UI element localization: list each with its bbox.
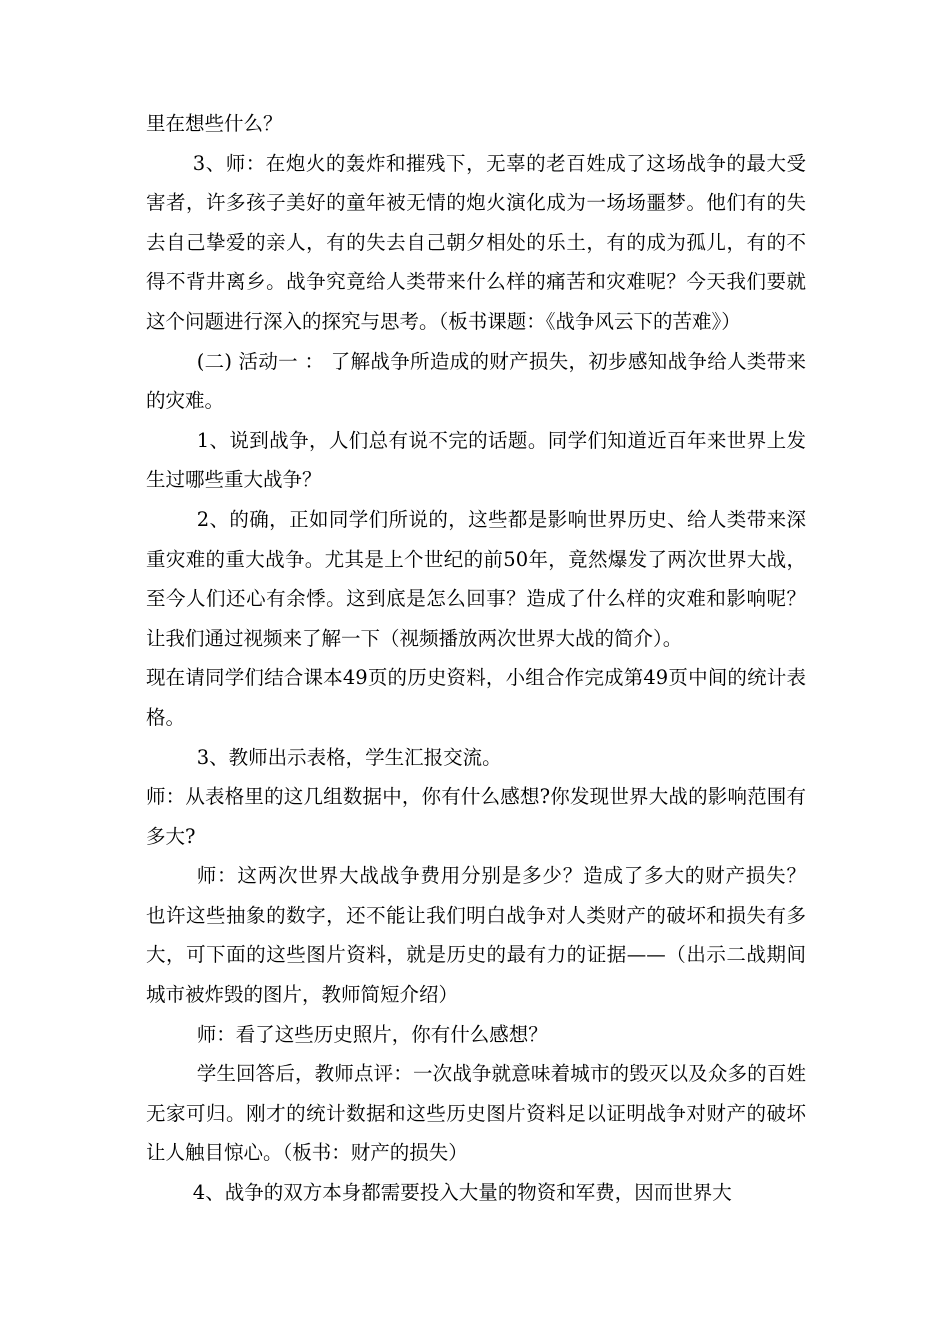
paragraph-11: 学生回答后，教师点评：一次战争就意味着城市的毁灭以及众多的百姓无家可归。刚才的统计数据和这些历史图片资料足以证明战争对财产的破坏让人触目惊心。（板书：财产的损失） [146,1062,806,1165]
paragraph-4: 1、说到战争，人们总有说不完的话题。同学们知道近百年来世界上发生过哪些重大战争？ [146,428,806,492]
paragraph-12: 4、战争的双方本身都需要投入大量的物资和军费，因而世界大 [192,1181,732,1205]
paragraph-5: 2、的确，正如同学们所说的，这些都是影响世界历史、给人类带来深重灾难的重大战争。尤其是上个世纪的前50年，竟然爆发了两次世界大战，至今人们还心有余悸。这到底是怎么回事？造成了什么样的灾难和影响呢？让我们通过视频来了解一下（视频播放两次世界大战的简介）。 [146,507,806,650]
paragraph-3: (二) 活动一 ： 了解战争所造成的财产损失，初步感知战争给人类带来的灾难。 [146,349,806,413]
paragraph-1: 里在想些什么？ [146,112,283,135]
paragraph-7: 3、教师出示表格，学生汇报交流。 [196,745,502,769]
paragraph-2: 3、师：在炮火的轰炸和摧残下，无辜的老百姓成了这场战争的最大受害者，许多孩子美好的童年被无情的炮火演化成为一场场噩梦。他们有的失去自己挚爱的亲人，有的失去自己朝夕相处的乐土，有的成为孤儿，有的不得不背井离乡。战争究竟给人类带来什么样的痛苦和灾难呢？今天我们要就这个问题进行深入的探究与思考。（板书课题：《战争风云下的苦难》） [146,151,806,333]
paragraph-9: 师：这两次世界大战战争费用分别是多少？造成了多大的财产损失？ 也许这些抽象的数字，还不能让我们明白战争对人类财产的破坏和损失有多大，可下面的这些图片资料，就是历史的最有力的证据——（出示二战期间城市被炸毁的图片，教师简短介绍） [146,864,806,1007]
document-body [146,104,806,1213]
paragraph-8: 师：从表格里的这几组数据中，你有什么感想?你发现世界大战的影响范围有多大? [146,785,806,848]
paragraph-10: 师：看了这些历史照片，你有什么感想？ [196,1022,548,1046]
paragraph-6: 现在请同学们结合课本49页的历史资料，小组合作完成第49页中间的统计表格。 [146,666,806,729]
